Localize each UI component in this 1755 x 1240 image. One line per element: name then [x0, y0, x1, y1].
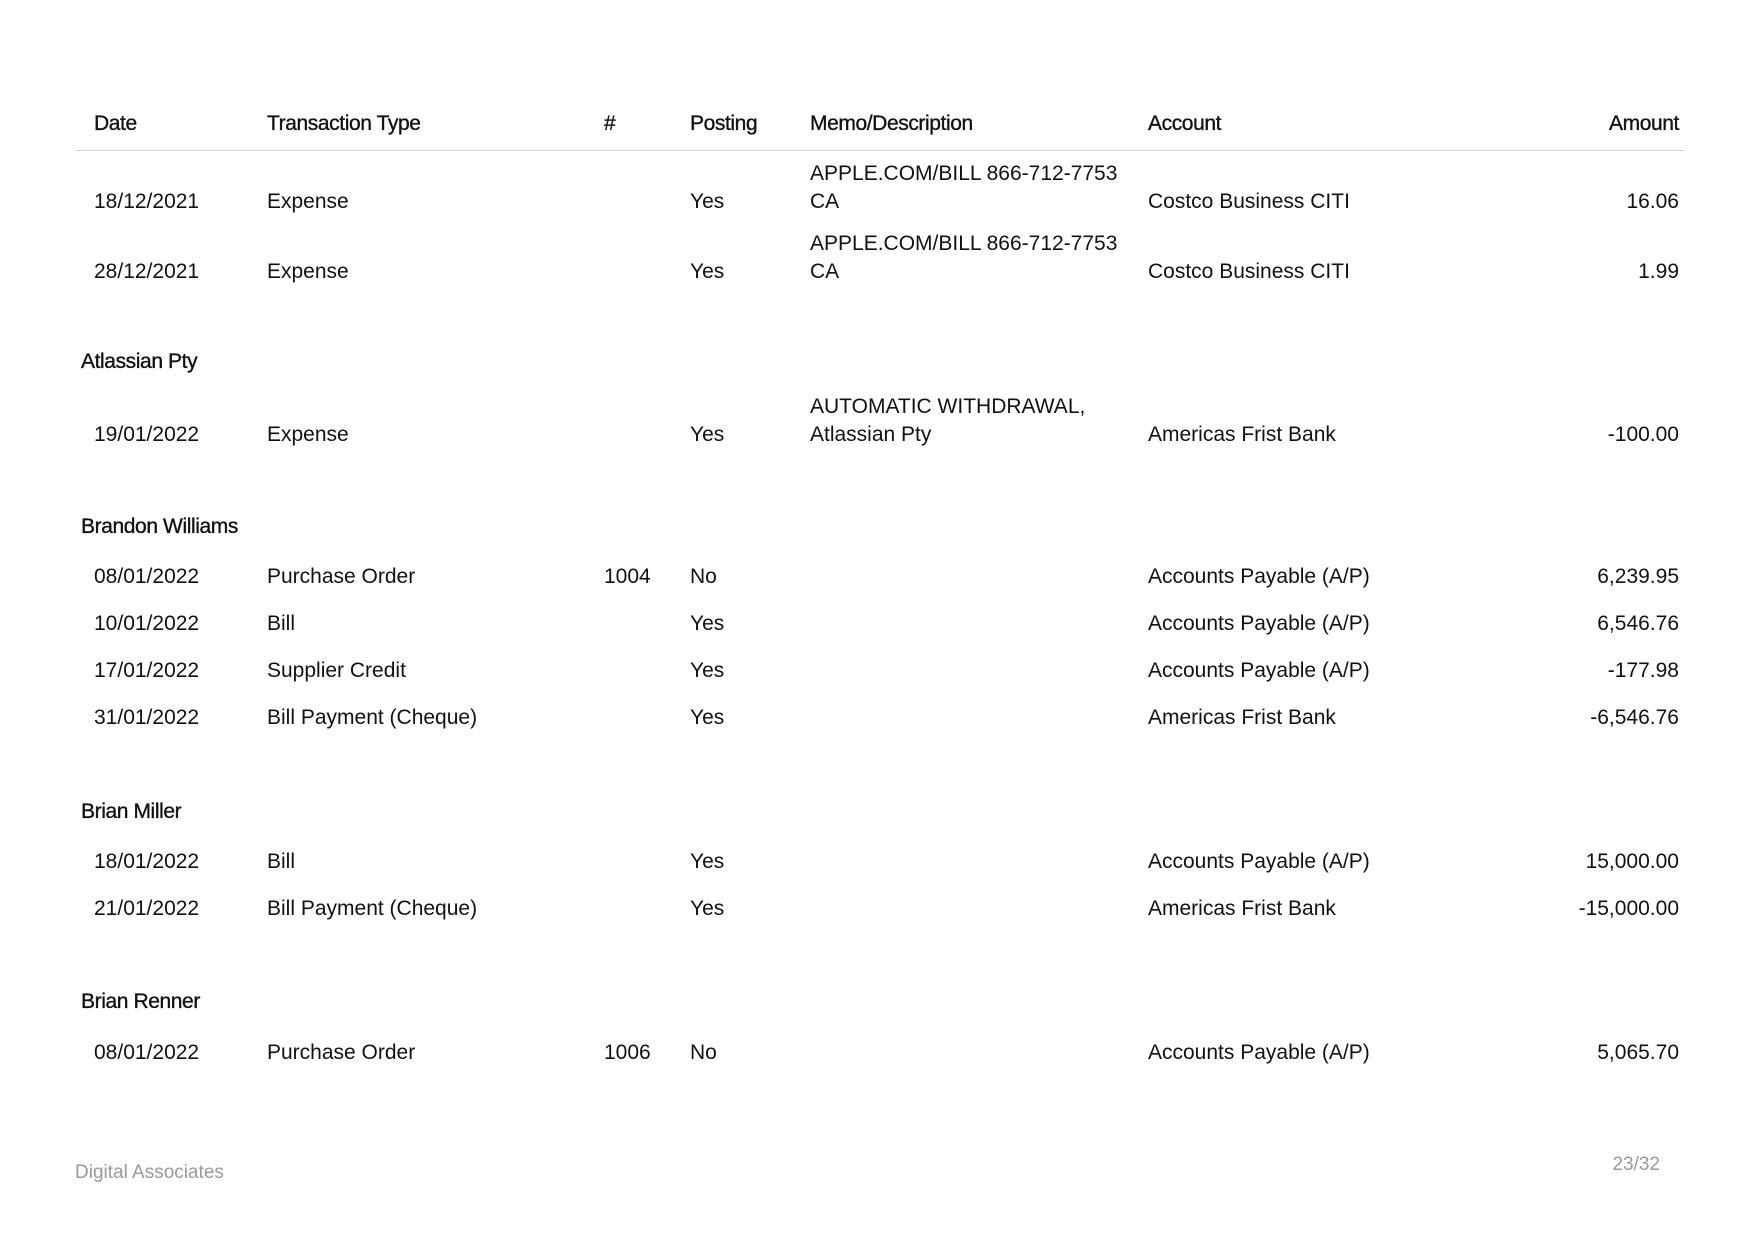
row-posting: Yes	[690, 659, 725, 682]
row-amount: 15,000.00	[1585, 850, 1679, 873]
memo-line: CA	[810, 260, 840, 283]
row-type: Purchase Order	[267, 1041, 416, 1064]
row-account: Americas Frist Bank	[1148, 897, 1336, 920]
row-posting: Yes	[690, 850, 725, 873]
row-type: Expense	[267, 423, 349, 446]
row-amount: 16.06	[1626, 190, 1679, 213]
row-account: Americas Frist Bank	[1148, 423, 1336, 446]
row-type: Expense	[267, 260, 349, 283]
row-account: Accounts Payable (A/P)	[1148, 659, 1370, 682]
column-header-account: Account	[1148, 112, 1222, 135]
memo-line: APPLE.COM/BILL 866-712-7753	[810, 232, 1118, 255]
row-account: Americas Frist Bank	[1148, 706, 1336, 729]
row-amount: -177.98	[1607, 659, 1679, 682]
row-account: Accounts Payable (A/P)	[1148, 565, 1370, 588]
column-header-amount: Amount	[1609, 112, 1679, 135]
row-posting: Yes	[690, 706, 725, 729]
memo-line: CA	[810, 190, 840, 213]
row-memo	[810, 230, 1140, 286]
row-type: Purchase Order	[267, 565, 416, 588]
row-memo	[810, 393, 1140, 449]
group-title: Brian Miller	[81, 800, 182, 823]
row-type: Bill Payment (Cheque)	[267, 706, 478, 729]
header-divider	[75, 150, 1685, 151]
row-date: 18/12/2021	[94, 190, 200, 213]
row-posting: Yes	[690, 190, 725, 213]
column-header-transaction-type: Transaction Type	[267, 112, 421, 135]
group-title: Brandon Williams	[81, 515, 238, 538]
row-date: 08/01/2022	[94, 1041, 200, 1064]
row-account: Costco Business CITI	[1148, 190, 1350, 213]
row-date: 08/01/2022	[94, 565, 200, 588]
row-amount: -100.00	[1607, 423, 1679, 446]
row-type: Bill	[267, 850, 296, 873]
column-header-posting: Posting	[690, 112, 758, 135]
footer-page-number: 23/32	[1612, 1154, 1660, 1175]
row-amount: -15,000.00	[1578, 897, 1679, 920]
row-account: Accounts Payable (A/P)	[1148, 612, 1370, 635]
row-posting: No	[690, 565, 717, 588]
row-type: Supplier Credit	[267, 659, 406, 682]
row-date: 19/01/2022	[94, 423, 200, 446]
row-posting: Yes	[690, 612, 725, 635]
row-posting: Yes	[690, 260, 725, 283]
footer-company-name: Digital Associates	[75, 1162, 224, 1183]
column-header-memo: Memo/Description	[810, 112, 973, 135]
memo-line: AUTOMATIC WITHDRAWAL,	[810, 395, 1086, 418]
row-amount: 6,239.95	[1597, 565, 1679, 588]
row-amount: 6,546.76	[1597, 612, 1679, 635]
memo-line: APPLE.COM/BILL 866-712-7753	[810, 162, 1118, 185]
row-account: Accounts Payable (A/P)	[1148, 1041, 1370, 1064]
row-memo	[810, 160, 1140, 216]
column-header-number: #	[604, 112, 616, 135]
row-posting: Yes	[690, 897, 725, 920]
group-title: Brian Renner	[81, 990, 200, 1013]
row-posting: No	[690, 1041, 717, 1064]
row-date: 10/01/2022	[94, 612, 200, 635]
memo-line: Atlassian Pty	[810, 423, 932, 446]
column-header-date: Date	[94, 112, 137, 135]
row-amount: 1.99	[1638, 260, 1679, 283]
row-account: Costco Business CITI	[1148, 260, 1350, 283]
row-account: Accounts Payable (A/P)	[1148, 850, 1370, 873]
row-amount: -6,546.76	[1590, 706, 1679, 729]
row-number: 1004	[604, 565, 651, 588]
row-amount: 5,065.70	[1597, 1041, 1679, 1064]
row-type: Expense	[267, 190, 349, 213]
row-date: 17/01/2022	[94, 659, 200, 682]
row-date: 31/01/2022	[94, 706, 200, 729]
row-date: 28/12/2021	[94, 260, 200, 283]
row-type: Bill Payment (Cheque)	[267, 897, 478, 920]
group-title: Atlassian Pty	[81, 350, 198, 373]
row-type: Bill	[267, 612, 296, 635]
row-number: 1006	[604, 1041, 651, 1064]
row-posting: Yes	[690, 423, 725, 446]
row-date: 21/01/2022	[94, 897, 200, 920]
row-date: 18/01/2022	[94, 850, 200, 873]
